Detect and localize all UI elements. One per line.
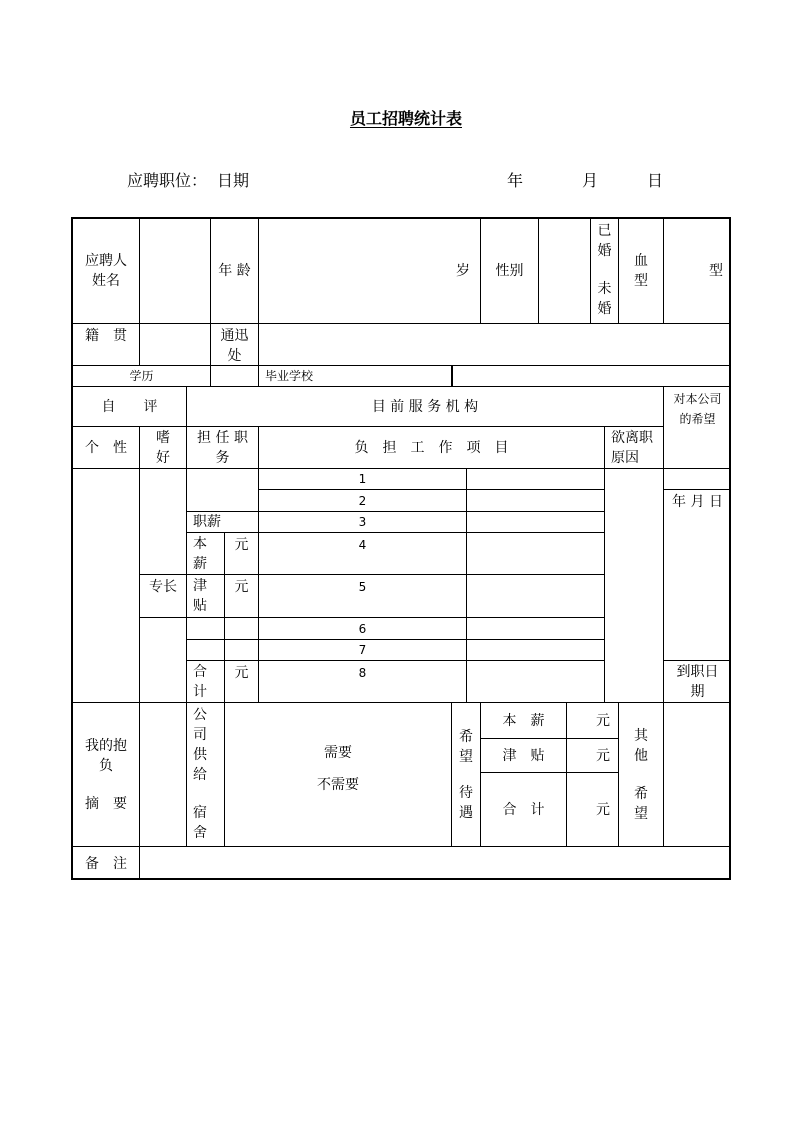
base-pay-label: 本 薪 — [186, 532, 224, 574]
leave-reason-label: 欲离职 原因 — [604, 426, 663, 468]
allowance-label: 津 贴 — [186, 574, 224, 617]
row-field[interactable] — [466, 617, 604, 639]
row-field[interactable] — [466, 639, 604, 660]
expected-treatment-label: 希 望 待 遇 — [451, 702, 480, 846]
contact-label: 通迅 处 — [210, 323, 258, 365]
summary-label: 摘 要 — [85, 795, 127, 812]
salary-label: 职薪 — [186, 511, 258, 532]
row-number: 8 — [258, 660, 466, 702]
hobby-field[interactable] — [139, 468, 186, 574]
school-field[interactable] — [451, 365, 731, 386]
ambition-field[interactable] — [139, 702, 186, 846]
applicant-name-field[interactable] — [139, 219, 210, 323]
ymd-label: 年 月 日 — [663, 489, 731, 660]
origin-label: 籍 贯 — [73, 323, 139, 365]
exp-allowance-label: 津 贴 — [480, 738, 566, 772]
company-hope-field[interactable] — [663, 468, 731, 489]
specialty-field[interactable] — [139, 617, 186, 702]
row-field[interactable] — [466, 468, 604, 489]
yuan-unit: 元 — [596, 801, 610, 818]
row-number: 2 — [258, 489, 466, 511]
education-field[interactable] — [210, 365, 258, 386]
row-field[interactable] — [466, 511, 604, 532]
work-items-label: 负 担 工 作 项 目 — [258, 426, 604, 468]
other-hope-field[interactable] — [663, 702, 731, 846]
remarks-label: 备 注 — [73, 846, 139, 880]
applicant-name-label: 应聘人 姓名 — [85, 253, 127, 289]
date-label: 日期 — [217, 171, 250, 190]
origin-field[interactable] — [139, 323, 210, 365]
row-number: 3 — [258, 511, 466, 532]
gender-field[interactable] — [538, 219, 590, 323]
base-pay-unit: 元 — [224, 532, 258, 574]
other-hope-label: 其 他 希 望 — [618, 702, 663, 846]
blood-type-unit: 型 — [709, 263, 723, 279]
education-label: 学历 — [73, 365, 210, 386]
age-field[interactable] — [258, 219, 480, 323]
leave-reason-field[interactable] — [604, 468, 663, 702]
personality-label: 个 性 — [73, 426, 139, 468]
unmarried-option[interactable]: 未婚 — [597, 281, 612, 317]
row-field[interactable] — [466, 532, 604, 574]
row-field[interactable] — [466, 574, 604, 617]
row-field[interactable] — [466, 489, 604, 511]
exp-base-pay-label: 本 薪 — [480, 702, 566, 738]
exp-total-field[interactable] — [566, 772, 618, 846]
contact-field[interactable] — [258, 323, 731, 365]
personality-field[interactable] — [73, 468, 139, 702]
company-hope-label: 对本公司 的希望 — [663, 386, 731, 468]
school-label: 毕业学校 — [258, 365, 451, 386]
ambition-label: 我的抱 负 摘 要 — [73, 702, 139, 846]
year-label: 年 — [507, 171, 524, 190]
onboard-date-label: 到职日 期 — [663, 660, 731, 702]
total-unit: 元 — [224, 660, 258, 702]
row-number: 4 — [258, 532, 466, 574]
row-field[interactable] — [466, 660, 604, 702]
current-org-label: 目 前 服 务 机 构 — [186, 386, 663, 426]
married-option[interactable]: 已婚 — [597, 223, 612, 259]
yuan-unit: 元 — [596, 747, 610, 764]
page-title: 员工招聘统计表 — [349, 109, 462, 128]
blank-cell[interactable] — [224, 617, 258, 639]
row-number: 5 — [258, 574, 466, 617]
no-need-option[interactable]: 不需要 — [317, 777, 359, 793]
blank-cell[interactable] — [186, 639, 224, 660]
day-label: 日 — [647, 171, 664, 190]
blank-cell[interactable] — [224, 639, 258, 660]
recruitment-form — [71, 217, 731, 880]
total-label: 合 计 — [186, 660, 224, 702]
row-number: 1 — [258, 468, 466, 489]
dorm-options — [224, 702, 451, 846]
yuan-unit: 元 — [596, 712, 610, 729]
age-label: 年 龄 — [210, 219, 258, 323]
remarks-field[interactable] — [139, 846, 731, 880]
need-option[interactable]: 需要 — [324, 745, 352, 761]
specialty-label: 专长 — [139, 574, 186, 617]
duty-label: 担 任 职 务 — [186, 426, 258, 468]
blood-type-field[interactable] — [663, 219, 731, 323]
blood-type-label: 血型 — [618, 219, 663, 323]
row-number: 7 — [258, 639, 466, 660]
gender-label: 性别 — [480, 219, 538, 323]
month-label: 月 — [582, 171, 599, 190]
hobby-label: 嗜 好 — [139, 426, 186, 468]
self-eval-label: 自 评 — [73, 386, 186, 426]
marital-status[interactable] — [590, 219, 618, 323]
position-label: 应聘职位： — [127, 171, 208, 190]
company-provide-label: 公 司 供 给 宿 舍 — [186, 702, 224, 846]
exp-base-pay-field[interactable] — [566, 702, 618, 738]
duty-field[interactable] — [186, 468, 258, 511]
allowance-unit: 元 — [224, 574, 258, 617]
exp-allowance-field[interactable] — [566, 738, 618, 772]
exp-total-label: 合 计 — [480, 772, 566, 846]
blank-cell[interactable] — [186, 617, 224, 639]
row-number: 6 — [258, 617, 466, 639]
age-unit: 岁 — [456, 263, 470, 279]
